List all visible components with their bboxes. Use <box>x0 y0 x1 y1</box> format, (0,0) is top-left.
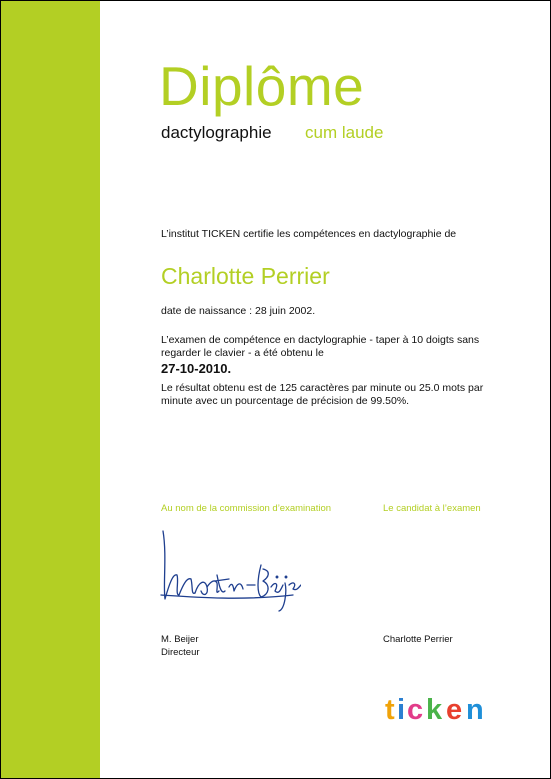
svg-text:t: t <box>385 694 395 723</box>
ticken-logo <box>385 693 507 723</box>
diploma-subtitle: dactylographie <box>161 123 272 142</box>
director-role: Directeur <box>161 647 200 658</box>
green-side-band <box>1 1 100 778</box>
svg-text:k: k <box>426 694 443 723</box>
certify-text: L’institut TICKEN certifie les compétences en dactylographie de <box>161 228 457 240</box>
exam-text-line-1: L’examen de compétence en dactylographie - taper à 10 doigts sans <box>161 334 480 346</box>
result-text-line-2: minute avec un pourcentage de précision de 99.50%. <box>161 395 410 407</box>
diploma-title: Diplôme <box>159 55 365 117</box>
result-text-line-1: Le résultat obtenu est de 125 caractères par minute ou 25.0 mots par <box>161 382 484 394</box>
honor-text: cum laude <box>305 123 384 142</box>
svg-text:n: n <box>466 694 484 723</box>
candidate-label: Le candidat à l’examen <box>383 503 481 514</box>
commission-label: Au nom de la commission d’examination <box>161 503 332 514</box>
candidate-name: Charlotte Perrier <box>161 263 330 289</box>
exam-text-line-2: regarder le clavier - a été obtenu le <box>161 347 324 359</box>
svg-text:c: c <box>407 694 424 723</box>
birth-date-text: date de naissance : 28 juin 2002. <box>161 305 316 317</box>
exam-date: 27-10-2010. <box>161 361 232 376</box>
director-signature <box>151 525 301 615</box>
director-name: M. Beijer <box>161 634 199 645</box>
svg-text:i: i <box>397 694 406 723</box>
candidate-signature-name: Charlotte Perrier <box>383 634 453 645</box>
svg-text:e: e <box>446 694 463 723</box>
